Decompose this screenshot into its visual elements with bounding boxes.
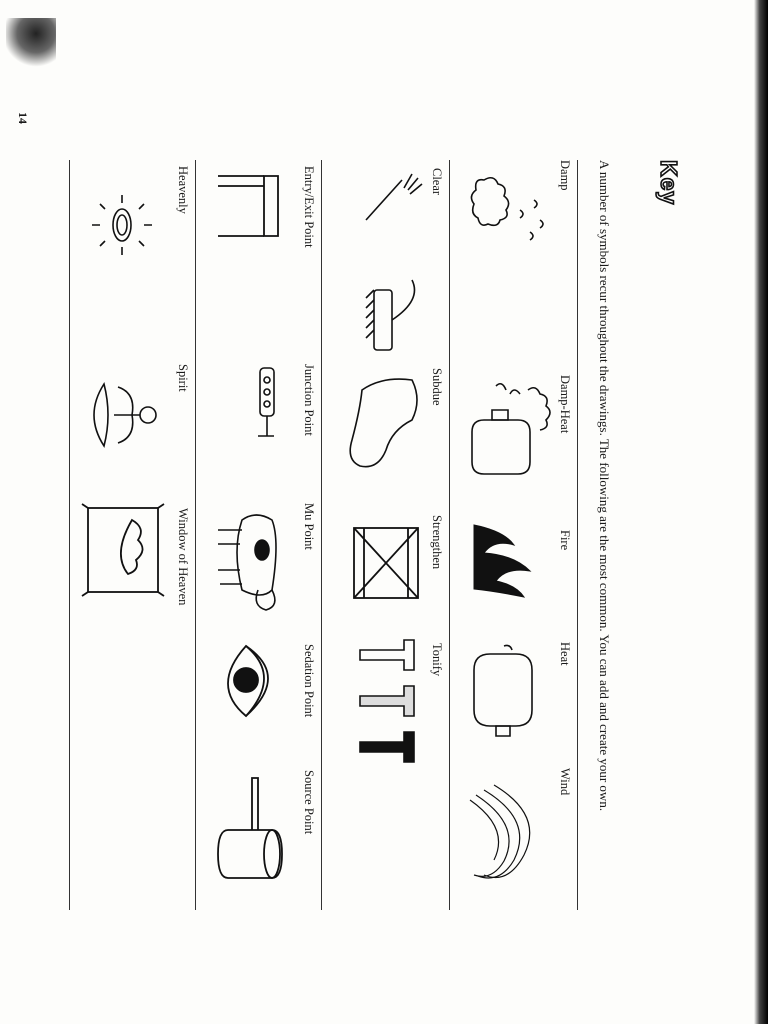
symbol-label: Tonify [430, 643, 444, 677]
symbol-label: Subdue [430, 368, 444, 406]
traffic-light-icon [212, 364, 282, 444]
rake-brush-icon [332, 170, 432, 370]
meditating-figure-icon [68, 360, 168, 470]
crate-icon [338, 520, 428, 610]
damp-clouds-icon [464, 170, 554, 260]
symbol-label: Window of Heaven [176, 508, 190, 606]
divider-line [449, 160, 450, 910]
divider-line [577, 160, 578, 910]
halo-icon [82, 180, 162, 270]
scan-corner-mark [6, 18, 56, 70]
hot-water-bottle-steam-icon [458, 380, 558, 490]
sleeping-eye-icon [206, 640, 286, 760]
window-clouds-icon [68, 500, 168, 610]
intro-text: A number of symbols recur throughout the drawings. The following are the most common. You can add and create your own. [597, 160, 612, 812]
symbol-label: Strengthen [430, 515, 444, 570]
symbol-label: Clear [430, 168, 444, 196]
divider-line [195, 160, 196, 910]
cow-icon [202, 500, 292, 630]
symbol-label: Damp-Heat [558, 375, 572, 434]
doorway-icon [208, 166, 288, 256]
symbol-label: Junction Point [302, 364, 316, 436]
foot-icon [332, 370, 432, 480]
flames-icon [464, 515, 554, 605]
page-title: Key [656, 160, 682, 206]
page-number: 14 [16, 112, 30, 124]
divider-line [321, 160, 322, 910]
symbol-label: Spirit [176, 364, 190, 392]
symbol-label: Sedation Point [302, 644, 316, 718]
symbol-label: Source Point [302, 770, 316, 835]
symbol-label: Mu Point [302, 503, 316, 550]
symbol-label: Heavenly [176, 166, 190, 214]
saucepan-icon [202, 770, 292, 890]
scan-shadow-top [754, 0, 768, 1024]
symbol-label: Fire [558, 530, 572, 551]
symbol-label: Damp [558, 160, 572, 191]
hot-water-bottle-icon [456, 640, 556, 740]
symbol-label: Heat [558, 642, 572, 666]
wind-swirl-icon [464, 780, 554, 890]
letter-t-icon [338, 636, 428, 766]
symbol-label: Entry/Exit Point [302, 166, 316, 248]
symbol-label: Wind [558, 768, 572, 796]
